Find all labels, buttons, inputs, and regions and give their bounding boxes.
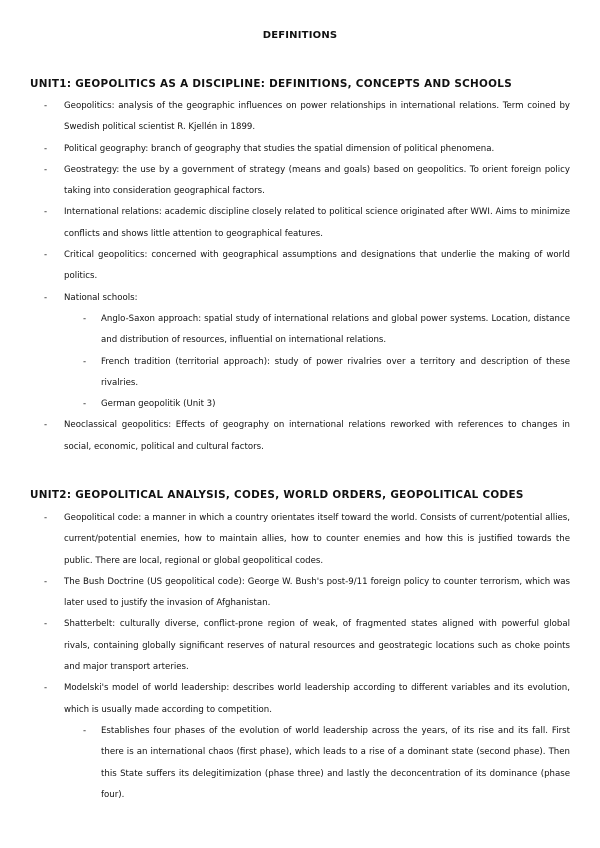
sub-list-item: - Anglo-Saxon approach: spatial study of international relations and global power systems. Location, distance and distribution of resources, influential on international relations. — [0, 309, 600, 352]
unit-2-heading: UNIT2: GEOPOLITICAL ANALYSIS, CODES, WORLD ORDERS, GEOPOLITICAL CODES — [30, 489, 524, 501]
unit-1-heading: UNIT1: GEOPOLITICS AS A DISCIPLINE: DEFINITIONS, CONCEPTS AND SCHOOLS — [30, 78, 513, 90]
document-title: DEFINITIONS — [262, 30, 338, 41]
unit-2-list — [0, 508, 600, 806]
list-item-label: National schools: — [64, 292, 138, 303]
unit-1-list — [0, 96, 600, 458]
list-item: - Shatterbelt: culturally diverse, conflict-prone region of weak, of fragmented states aligned with powerful global rivals, containing globally significant reserves of natural resources and geostrategic locations such as choke points and major transport arteries. — [0, 614, 600, 678]
sub-list-item: - German geopolitik (Unit 3) — [0, 394, 600, 415]
list-item: - Neoclassical geopolitics: Effects of geography on international relations reworked with references to changes in social, economic, political and cultural factors. — [0, 415, 600, 458]
list-item-label: Modelski's model of world leadership: describes world leadership according to different variables and its evolution, which is usually made according to competition. — [64, 683, 570, 715]
list-item-modelski — [0, 678, 600, 806]
sub-list-item: - French tradition (territorial approach): study of power rivalries over a territory and description of these rivalries. — [0, 352, 600, 395]
list-item: - Critical geopolitics: concerned with geographical assumptions and designations that underlie the making of world politics. — [0, 245, 600, 288]
national-schools-sublist — [0, 309, 600, 415]
list-item: - Geostrategy: the use by a government of strategy (means and goals) based on geopolitics. To orient foreign policy taking into consideration geographical factors. — [0, 160, 600, 203]
list-item: - Geopolitics: analysis of the geographic influences on power relationships in international relations. Term coined by Swedish political scientist R. Kjellén in 1899. — [0, 96, 600, 139]
sub-list-item: - Establishes four phases of the evolution of world leadership across the years, of its rise and its fall. First there is an international chaos (first phase), which leads to a rise of a dominant state (second phase). Then this State suffers its delegitimization (phase three) and lastly the deconcentration of its dominance (phase four). — [0, 721, 600, 806]
list-item-national-schools — [0, 288, 600, 416]
list-item: - Geopolitical code: a manner in which a country orientates itself toward the world. Consists of current/potential allies, current/potential enemies, how to maintain allies, how to counter enemies and how this is justified towards the public. There are local, regional or global geopolitical codes. — [0, 508, 600, 572]
list-item: - International relations: academic discipline closely related to political science originated after WWI. Aims to minimize conflicts and shows little attention to geographical features. — [0, 202, 600, 245]
list-item: - The Bush Doctrine (US geopolitical code): George W. Bush's post-9/11 foreign policy to counter terrorism, which was later used to justify the invasion of Afghanistan. — [0, 572, 600, 615]
list-item: - Political geography: branch of geography that studies the spatial dimension of political phenomena. — [0, 139, 600, 160]
modelski-sublist — [0, 721, 600, 806]
